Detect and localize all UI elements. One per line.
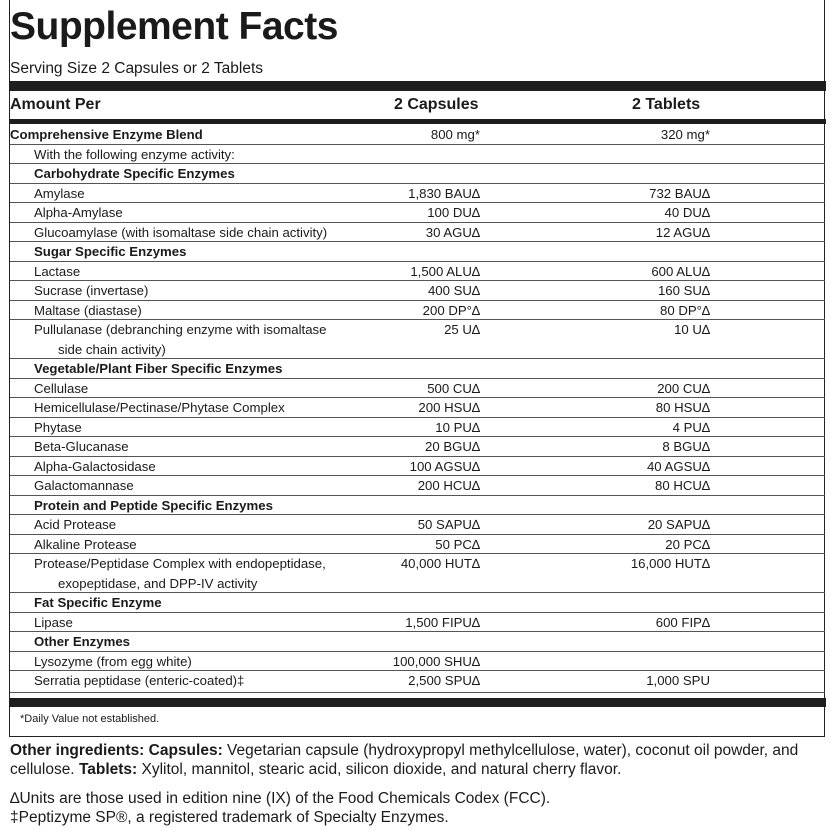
panel-title: Supplement Facts [10,5,338,48]
section-heading-row [10,164,825,184]
table-row [10,125,825,145]
amount-capsules: 100,000 SHU∆ [392,653,480,669]
table-row [10,671,825,693]
amount-capsules: 200 HCU∆ [417,478,480,493]
amount-tablets: 160 SU∆ [657,283,710,298]
amount-capsules: 20 BGU∆ [425,439,480,454]
amount-capsules: 50 SAPU∆ [417,517,480,532]
ingredient-name: Lipase [34,614,73,630]
amount-capsules: 30 AGU∆ [425,224,480,240]
ingredient-name: Alpha-Galactosidase [34,458,156,474]
amount-tablets: 200 CU∆ [657,380,710,396]
amount-capsules: 100 AGSU∆ [409,458,480,474]
amount-tablets: 732 BAU∆ [649,185,710,201]
ingredient-name: Protease/Peptidase Complex with endopeptidase, [34,556,326,571]
ingredient-name: Hemicellulase/Pectinase/Phytase Complex [34,400,285,415]
amount-capsules: 200 DP°∆ [422,302,480,318]
table-row [10,184,825,204]
other-ingredients [10,741,825,779]
tablets-label: Tablets: [78,761,138,778]
ingredient-name: Phytase [34,419,82,435]
amount-tablets: 8 BGU∆ [662,439,710,454]
table-row [10,613,825,633]
table-row [10,262,825,282]
amount-tablets: 20 SAPU∆ [647,517,710,532]
amount-tablets: 80 HSU∆ [655,400,710,415]
ingredient-name: Cellulase [34,380,89,396]
table-row [10,652,825,672]
table-row [10,398,825,418]
table-row [10,418,825,438]
bottom-divider [9,698,826,707]
ingredient-name: Serratia peptidase (enteric-coated)‡ [34,673,245,688]
amount-capsules: 400 SU∆ [427,283,480,298]
table-row [10,535,825,555]
ingredient-name: Acid Protease [34,517,117,532]
table-row [10,457,825,477]
section-heading-row [10,496,825,516]
amount-capsules: 200 HSU∆ [418,400,480,415]
amount-capsules: 10 PU∆ [435,419,480,435]
amount-tablets: 80 HCU∆ [655,478,710,493]
ingredient-name: Maltase (diastase) [34,302,142,318]
amount-tablets: 40 DU∆ [664,205,710,220]
amount-capsules: 50 PC∆ [435,536,480,552]
ingredient-name: Alpha-Amylase [34,205,123,220]
table-row [10,476,825,496]
amount-tablets: 600 ALU∆ [651,263,710,279]
section-heading: Other Enzymes [34,634,131,649]
section-heading: Protein and Peptide Specific Enzymes [34,497,273,513]
table-row [10,320,825,359]
amount-tablets: 12 AGU∆ [655,224,710,240]
table-row [10,145,825,165]
table-row [10,515,825,535]
section-heading: Fat Specific Enzyme [34,595,162,610]
ingredient-name-continued: exopeptidase, and DPP-IV activity [58,575,258,591]
capsules-text: Vegetarian capsule (hydroxypropyl methylcellulose, water), coconut oil powder, and cellulose. [10,742,799,778]
ingredient-table [10,125,825,693]
ingredient-name: Glucoamylase (with isomaltase side chain activity) [34,224,328,240]
section-heading: Sugar Specific Enzymes [34,244,187,259]
table-row [10,223,825,243]
amount-capsules: 40,000 HUT∆ [400,556,480,571]
header-tablets: 2 Tablets [632,96,701,113]
ingredient-name: Lysozyme (from egg white) [34,653,192,669]
amount-capsules: 800 mg* [430,127,480,142]
section-heading-row [10,242,825,262]
tablets-text: Xylitol, mannitol, stearic acid, silicon dioxide, and natural cherry flavor. [137,761,622,778]
ingredient-name-continued: side chain activity) [58,341,166,357]
trademark-note: ‡Peptizyme SP®, a registered trademark of Specialty Enzymes. [10,809,449,826]
ingredient-name: Comprehensive Enzyme Blend [10,127,203,142]
table-header [10,94,825,118]
ingredient-name: With the following enzyme activity: [34,146,235,162]
ingredient-name: Lactase [34,263,81,279]
table-row [10,437,825,457]
other-label: Other ingredients: [10,742,149,759]
amount-capsules: 25 U∆ [444,322,480,337]
ingredient-name: Sucrase (invertase) [34,283,149,298]
section-heading: Carbohydrate Specific Enzymes [34,166,235,181]
amount-capsules: 2,500 SPU∆ [408,673,480,688]
ingredient-name: Pullulanase (debranching enzyme with isomaltase [34,322,327,337]
ingredient-name: Alkaline Protease [34,536,137,552]
amount-tablets: 10 U∆ [674,322,710,337]
ingredient-name: Beta-Glucanase [34,439,129,454]
amount-tablets: 4 PU∆ [672,419,710,435]
amount-tablets: 320 mg* [660,127,710,142]
amount-capsules: 1,830 BAU∆ [408,185,480,201]
amount-tablets: 16,000 HUT∆ [630,556,710,571]
table-row [10,281,825,301]
table-row [10,379,825,399]
header-capsules: 2 Capsules [394,96,479,113]
amount-tablets: 1,000 SPU [646,673,710,688]
table-row [10,203,825,223]
thick-divider [9,81,826,91]
table-row [10,301,825,321]
section-heading-row [10,359,825,379]
amount-tablets: 600 FIP∆ [655,614,710,630]
section-heading: Vegetable/Plant Fiber Specific Enzymes [34,361,283,376]
amount-capsules: 1,500 FIPU∆ [405,614,480,630]
ingredient-name: Amylase [34,185,85,201]
serving-size: Serving Size 2 Capsules or 2 Tablets [10,60,264,77]
amount-capsules: 100 DU∆ [427,205,480,220]
table-row [10,554,825,593]
section-heading-row [10,632,825,652]
section-heading-row [10,593,825,613]
header-divider [9,119,826,124]
units-note: ∆Units are those used in edition nine (IX) of the Food Chemicals Codex (FCC). [10,790,551,807]
amount-capsules: 500 CU∆ [427,380,480,396]
daily-value-footnote: *Daily Value not established. [20,713,160,725]
capsules-label: Capsules: [148,742,223,759]
amount-tablets: 40 AGSU∆ [646,458,710,474]
amount-tablets: 20 PC∆ [665,536,710,552]
ingredient-name: Galactomannase [34,478,134,493]
amount-capsules: 1,500 ALU∆ [410,263,480,279]
amount-tablets: 80 DP°∆ [660,302,710,318]
header-amount-per: Amount Per [10,96,101,113]
